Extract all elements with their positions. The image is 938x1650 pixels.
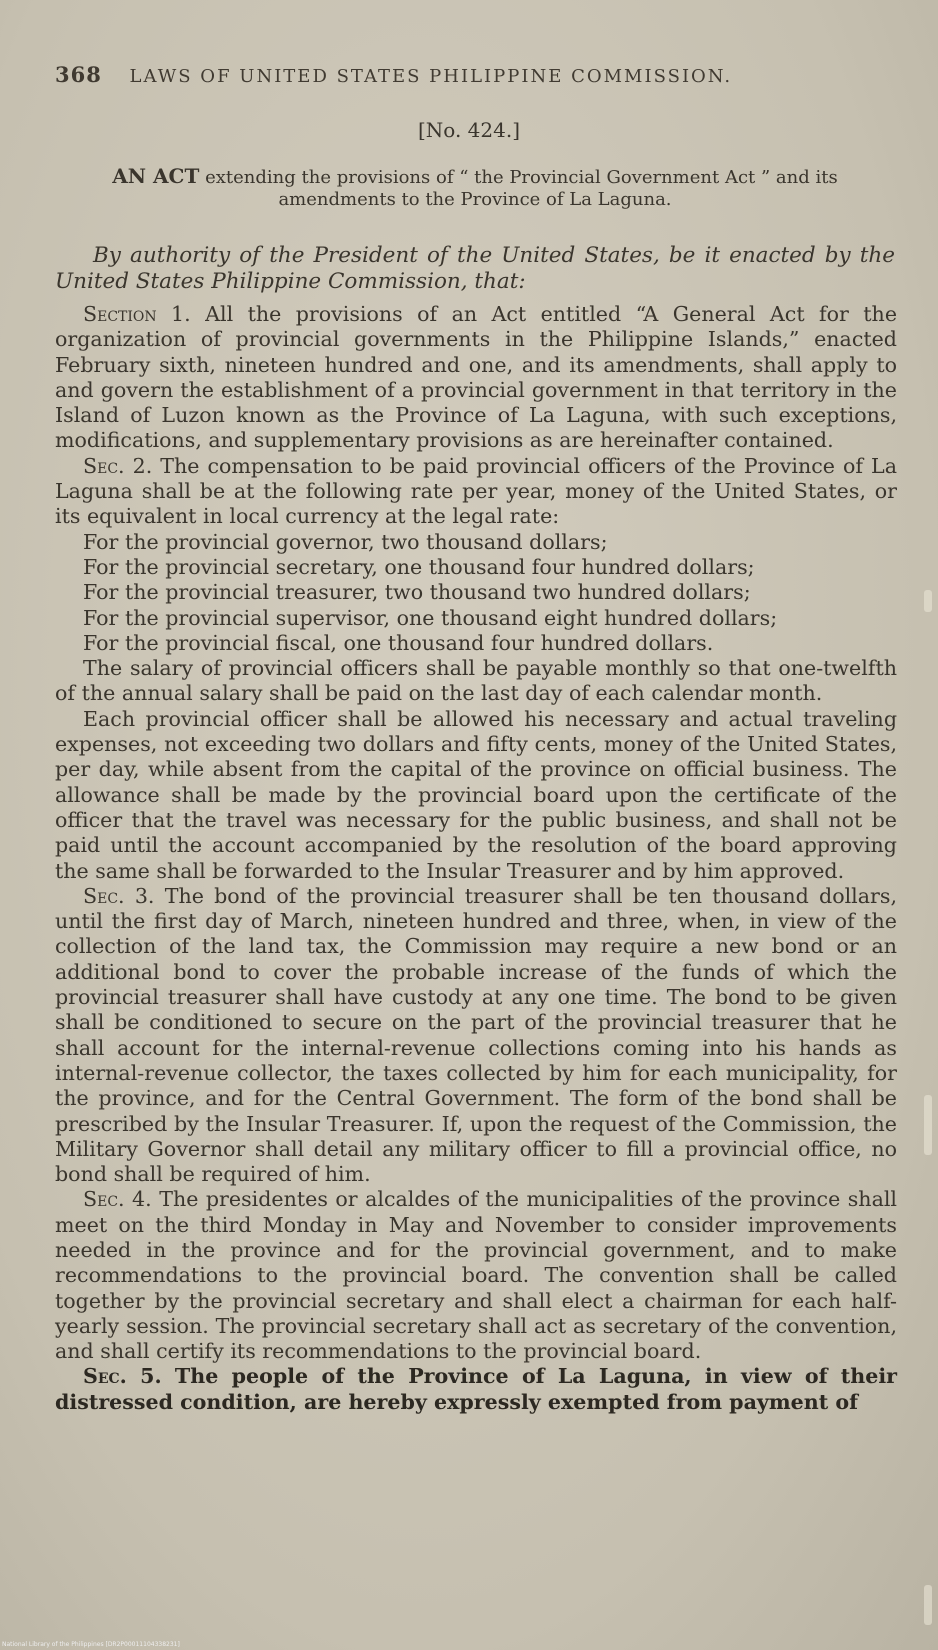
- section-3-label: Sec. 3.: [83, 883, 155, 908]
- travel-paragraph: Each provincial officer shall be allowed his necessary and actual traveling expenses, not exceeding two dollars and fifty cents, money of the United States, per day, while absent from the capital of the province on official business. The allowance shall be made by the provincial board upon the certificate of the officer that the travel was necessary for the public business, and shall not be paid until the account accompanied by the resolution of the board approving the same shall be forwarded to the Insular Treasurer and by him approved.: [55, 706, 897, 883]
- section-5: [55, 1364, 897, 1415]
- salary-item: For the provincial fiscal, one thousand four hundred dollars.: [83, 630, 714, 655]
- section-3-text: The bond of the provincial treasurer shall be ten thousand dollars, until the first day of March, nineteen hundred and three, when, in view of the collection of the land tax, the Commission may require a new bond or an additional bond to cover the probable increase of the funds of which the provincial treasurer shall have custody at any one time. The bond to be given shall be conditioned to secure on the part of the provincial treasurer that he shall account for the internal-revenue collections coming into his hands as internal-revenue collector, the taxes collected by him for each municipality, for the province, and for the Central Government. The form of the bond shall be prescribed by the Insular Treasurer. If, upon the request of the Commission, the Military Governor shall detail any military officer to fill a provincial office, no bond shall be required of him.: [55, 883, 897, 1187]
- section-1-text: All the provisions of an Act entitled “A General Act for the organization of provincial governments in the Philippine Islands,” enacted February sixth, nineteen hundred and one, and its amendments, shall apply to and govern the establishment of a provincial government in that territory in the Island of Luzon known as the Province of La Laguna, with such exceptions, modifications, and supplementary provisions as are hereinafter contained.: [55, 302, 898, 453]
- act-number: [No. 424.]: [417, 118, 521, 142]
- section-5-text: The people of the Province of La Laguna, in view of their distressed condition, are hereby expressly exempted from payment of: [55, 1364, 897, 1414]
- salary-paragraph: The salary of provincial officers shall be payable monthly so that one-twelfth of the annual salary shall be paid on the last day of each calendar month.: [55, 656, 897, 706]
- page-header: [55, 62, 732, 87]
- running-title: LAWS OF UNITED STATES PHILIPPINE COMMISSION.: [129, 66, 733, 87]
- scan-footer: National Library of the Philippines [DR2P00011104338231]: [2, 1641, 180, 1648]
- scan-edge-mark: [924, 1585, 932, 1625]
- salary-item: For the provincial secretary, one thousand four hundred dollars;: [83, 554, 755, 579]
- salary-item: For the provincial treasurer, two thousand two hundred dollars;: [83, 580, 751, 605]
- section-2: [55, 454, 897, 530]
- page-number: 368: [55, 62, 102, 87]
- act-title-text: extending the provisions of “ the Provincial Government Act ” and its amendments to the Province of La Laguna.: [205, 167, 838, 210]
- section-5-label: Sec. 5.: [83, 1364, 162, 1389]
- section-4-label: Sec. 4.: [83, 1187, 152, 1212]
- section-4-text: The presidentes or alcaldes of the municipalities of the province shall meet on the third Monday in May and November to consider improvements needed in the province and for the provincial government, and to make recommendations to the provincial board. The convention shall be called together by the provincial secretary and shall elect a chairman for each half-yearly session. The provincial secretary shall act as secretary of the convention, and shall certify its recommendations to the provincial board.: [55, 1187, 898, 1364]
- section-4: [55, 1187, 897, 1364]
- section-3: [55, 884, 897, 1188]
- act-body: [55, 302, 897, 1415]
- enacting-clause: By authority of the President of the United States, be it enacted by the United States Philippine Commission, that:: [55, 243, 895, 294]
- scan-edge-mark: [924, 590, 932, 612]
- act-title-lead: AN ACT: [112, 164, 200, 188]
- section-1-label: Section 1.: [83, 302, 191, 326]
- section-2-text: The compensation to be paid provincial officers of the Province of La Laguna shall be at the following rate per year, money of the United States, or its equivalent in local currency at the legal rate:: [55, 453, 897, 529]
- section-1: [55, 302, 897, 454]
- salary-item: For the provincial governor, two thousand dollars;: [83, 529, 608, 554]
- act-title: [55, 165, 895, 211]
- scan-edge-mark: [924, 1095, 932, 1155]
- section-2-label: Sec. 2.: [83, 453, 153, 478]
- salary-item: For the provincial supervisor, one thousand eight hundred dollars;: [83, 605, 778, 630]
